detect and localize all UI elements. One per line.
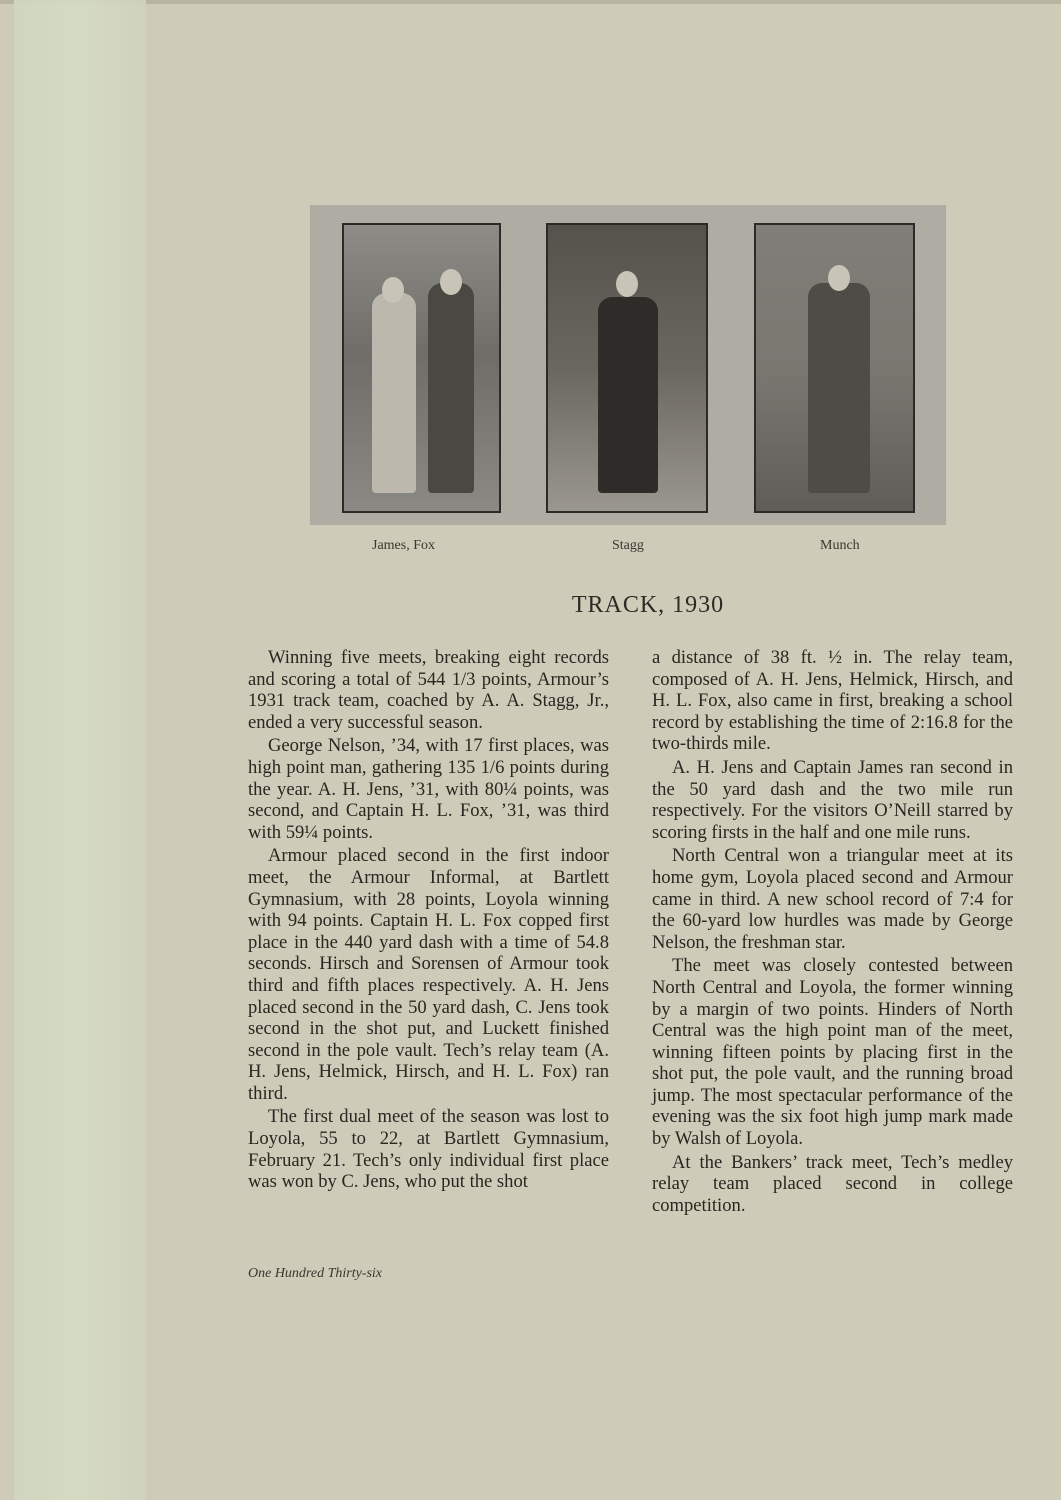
figure xyxy=(428,283,474,493)
paragraph: Winning five meets, breaking eight records and scoring a total of 544 1/3 points, Armour’s 1931 track team, coached by A. A. Stagg, Jr., ended a very successful season. xyxy=(248,647,609,733)
paragraph: The meet was closely contested between North Central and Loyola, the former winning by a margin of two points. Hinders of North Central was the high point man of the meet, winning fifteen points by placing first in the shot put, the pole vault, and the running broad jump. The most spectacular performance of the evening was the six foot high jump mark made by Walsh of Loyola. xyxy=(652,955,1013,1150)
text-column-right xyxy=(652,647,1013,1218)
photo-stagg xyxy=(546,223,708,513)
text-column-left xyxy=(248,647,609,1195)
paragraph: The first dual meet of the season was lost to Loyola, 55 to 22, at Bartlett Gymnasium, February 21. Tech’s only individual first place was won by C. Jens, who put the shot xyxy=(248,1106,609,1193)
paragraph: Armour placed second in the first indoor meet, the Armour Informal, at Bartlett Gymnasium, with 28 points, Loyola winning with 94 points. Captain H. L. Fox copped first place in the 440 yard dash with a time of 54.8 seconds. Hirsch and Sorensen of Armour took third and fifth places respectively. A. H. Jens placed second in the 50 yard dash, C. Jens took second in the shot put, and Luckett finished second in the pole vault. Tech’s relay team (A. H. Jens, Helmick, Hirsch, and H. L. Fox) ran third. xyxy=(248,845,609,1104)
paragraph: At the Bankers’ track meet, Tech’s medley relay team placed second in college competition. xyxy=(652,1151,1013,1216)
page-edge xyxy=(0,0,1061,4)
figure xyxy=(598,297,658,493)
figure-head xyxy=(382,277,404,303)
figure-head xyxy=(440,269,462,295)
figure xyxy=(372,293,416,493)
paragraph: a distance of 38 ft. ½ in. The relay team, composed of A. H. Jens, Helmick, Hirsch, and H. L. Fox, also came in first, breaking a school record by establishing the time of 2:16.8 for the two-thirds mile. xyxy=(652,647,1013,755)
paragraph: A. H. Jens and Captain James ran second in the 50 yard dash and the two mile run respectively. For the visitors O’Neill starred by scoring firsts in the half and one mile runs. xyxy=(652,756,1013,843)
photo-caption: Stagg xyxy=(612,538,644,553)
photo-munch xyxy=(754,223,915,513)
photo-panel xyxy=(310,205,946,525)
photo-james-fox xyxy=(342,223,501,513)
photo-caption: Munch xyxy=(820,538,860,553)
decorative-margin-strip xyxy=(14,0,146,1500)
page-number: One Hundred Thirty-six xyxy=(248,1266,383,1281)
figure-head xyxy=(616,271,638,297)
page-title: TRACK, 1930 xyxy=(571,592,725,618)
paragraph: North Central won a triangular meet at its home gym, Loyola placed second and Armour came in third. A new school record of 7:4 for the 60-yard low hurdles was made by George Nelson, the freshman star. xyxy=(652,845,1013,953)
photo-caption: James, Fox xyxy=(372,538,435,553)
paragraph: George Nelson, ’34, with 17 first places, was high point man, gathering 135 1/6 points during the year. A. H. Jens, ’31, with 80¼ points, was second, and Captain H. L. Fox, ’31, was third with 59¼ points. xyxy=(248,735,609,843)
figure xyxy=(808,283,870,493)
figure-head xyxy=(828,265,850,291)
